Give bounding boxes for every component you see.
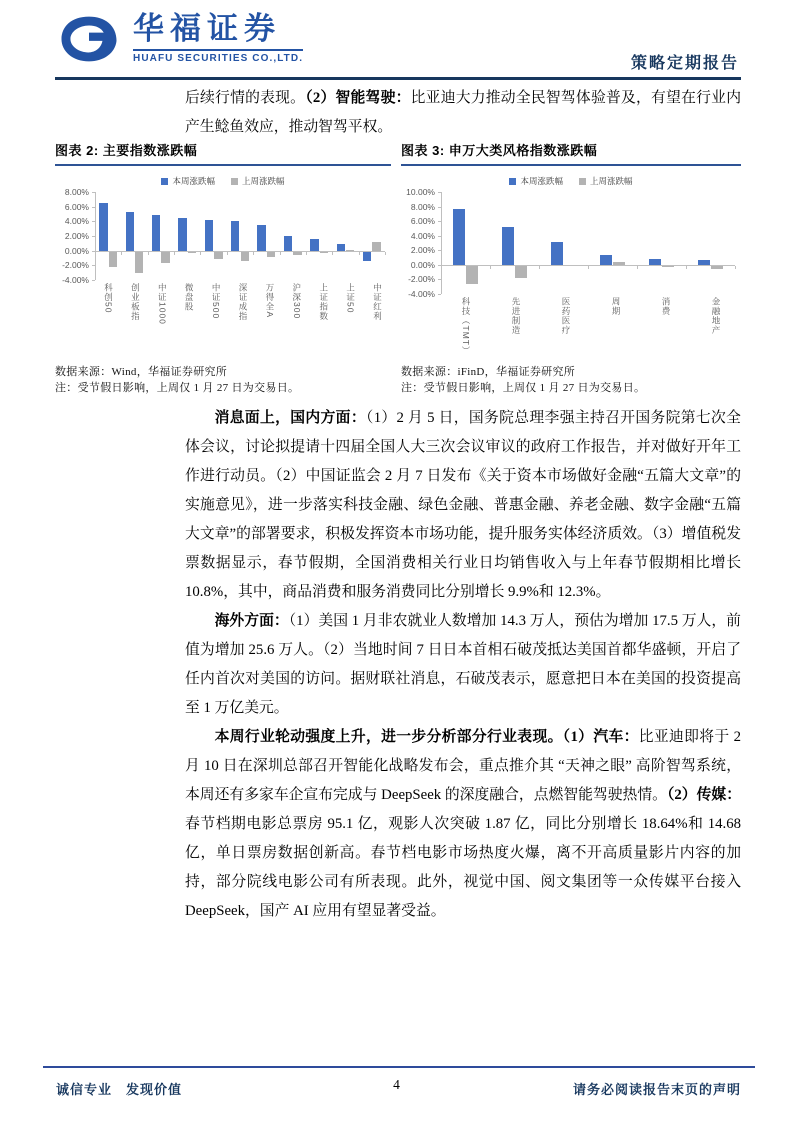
y-axis-label: 0.00% xyxy=(64,246,89,256)
bar xyxy=(698,260,710,265)
y-axis-label: 6.00% xyxy=(64,202,89,212)
legend-item xyxy=(579,175,633,187)
footer-slogan: 诚信专业 发现价值 xyxy=(56,1082,183,1097)
y-axis-line xyxy=(441,192,442,294)
x-category-cell xyxy=(230,283,257,325)
x-category-cell xyxy=(203,283,230,325)
x-axis-labels xyxy=(95,283,391,325)
x-axis-tick xyxy=(200,252,201,255)
bar xyxy=(178,218,186,251)
y-axis-label: -4.00% xyxy=(62,275,89,285)
bar xyxy=(152,215,160,251)
figure-2-note: 注：受节假日影响，上周仅 1 月 27 日为交易日。 xyxy=(55,381,300,394)
x-axis-tick xyxy=(490,266,491,269)
x-axis-tick xyxy=(637,266,638,269)
y-axis-tick xyxy=(92,280,95,281)
x-category-label: 深证成指 xyxy=(237,283,248,321)
bar xyxy=(257,225,265,251)
x-category-cell xyxy=(122,283,149,325)
figure-2-title: 图表 2: 主要指数涨跌幅 xyxy=(55,140,391,166)
footer-disclaimer: 请务必阅读报告末页的声明 xyxy=(572,1082,741,1097)
bar xyxy=(267,252,275,257)
text-run: 后续行情的表现。 xyxy=(185,90,306,106)
bar xyxy=(99,203,107,251)
bar xyxy=(231,221,239,251)
x-axis-tick xyxy=(280,252,281,255)
x-category-label: 周期 xyxy=(611,297,621,316)
x-category-label: 先进制造 xyxy=(511,297,521,335)
bar xyxy=(346,250,354,251)
bar xyxy=(711,266,723,269)
y-axis-label: 8.00% xyxy=(64,187,89,197)
figure-3 xyxy=(401,140,741,396)
bar xyxy=(515,266,527,278)
bar xyxy=(241,252,249,261)
x-category-label: 科创50 xyxy=(103,283,114,314)
bar xyxy=(135,252,143,273)
bar xyxy=(284,236,292,251)
chart-plot xyxy=(55,187,391,285)
logo-en-text: HUAFU SECURITIES CO.,LTD. xyxy=(133,49,303,64)
logo-text-block xyxy=(133,13,303,64)
x-axis-tick xyxy=(148,252,149,255)
text-run: 比亚迪即将于 2 月 10 日在深圳总部召开智能化战略发布会，重点推介其 “天神之眼” 高阶智驾系统，本周还有多家车企宣布完成与 DeepSeek 的深度融合，点燃智能驾驶热情。 xyxy=(185,729,741,803)
footer-page-number: 4 xyxy=(393,1077,400,1092)
legend-swatch xyxy=(509,178,516,185)
x-axis-tick xyxy=(332,252,333,255)
bar xyxy=(502,227,514,265)
x-axis-tick xyxy=(174,252,175,255)
text-run: （2）智能驾驶： xyxy=(305,90,411,106)
x-category-label: 万得全A xyxy=(264,283,275,319)
y-axis-label: 10.00% xyxy=(406,187,435,197)
y-axis-label: 2.00% xyxy=(64,231,89,241)
chart-legend xyxy=(401,174,741,188)
bar xyxy=(600,255,612,265)
legend-label: 上周涨跌幅 xyxy=(242,176,285,186)
body-paragraph-intro xyxy=(185,84,741,142)
bar xyxy=(363,252,371,261)
x-category-label: 中证红利 xyxy=(372,283,383,321)
x-axis-tick xyxy=(121,252,122,255)
body-paragraph-industry xyxy=(185,723,741,926)
text-run: 比亚迪大力推动全民智驾体验普及，有望在行业内产生鲶鱼效应，推动智驾平权。 xyxy=(185,90,741,135)
bar xyxy=(453,209,465,265)
bar xyxy=(551,242,563,265)
text-run: 消息面上，国内方面： xyxy=(214,410,366,426)
x-category-cell xyxy=(541,297,591,355)
y-axis-tick xyxy=(438,294,441,295)
y-axis-line xyxy=(95,192,96,280)
chart-sw-style-indices xyxy=(401,166,741,361)
y-axis-label: 2.00% xyxy=(410,245,435,255)
x-category-label: 沪深300 xyxy=(291,283,302,320)
figure-2-notes xyxy=(55,365,391,396)
x-category-cell xyxy=(310,283,337,325)
legend-label: 本周涨跌幅 xyxy=(172,176,215,186)
bar xyxy=(293,252,301,255)
legend-label: 上周涨跌幅 xyxy=(590,176,633,186)
x-axis-tick xyxy=(588,266,589,269)
x-category-cell xyxy=(491,297,541,355)
text-run: 本周行业轮动强度上升，进一步分析部分行业表现。（1）汽车： xyxy=(214,729,639,745)
x-axis-tick xyxy=(735,266,736,269)
legend-swatch xyxy=(161,178,168,185)
x-category-cell xyxy=(176,283,203,325)
x-axis-tick xyxy=(441,266,442,269)
bar xyxy=(205,220,213,251)
y-axis-label: -2.00% xyxy=(62,260,89,270)
text-run: 海外方面： xyxy=(214,613,289,629)
y-axis-label: 6.00% xyxy=(410,216,435,226)
legend-swatch xyxy=(231,178,238,185)
x-category-label: 科技（TMT） xyxy=(461,297,471,356)
bar xyxy=(613,262,625,265)
x-category-cell xyxy=(641,297,691,355)
x-axis-tick xyxy=(95,252,96,255)
text-run: 春节档期电影总票房 95.1 亿，观影人次突破 1.87 亿，同比分别增长 18.64%和 14.68 亿，单日票房数据创新高。春节档电影市场热度火爆，离不开高质量影片内容的加持，部分院线电影公司有所表现。此外，视觉中国、阅文集团等一众传媒平台接入 DeepSeek，国产 AI 应用有望显著受益。 xyxy=(185,816,741,919)
x-category-label: 微盘股 xyxy=(184,283,195,312)
bar xyxy=(662,266,674,267)
bar xyxy=(214,252,222,259)
legend-item xyxy=(509,175,563,187)
bar xyxy=(649,259,661,265)
x-category-cell xyxy=(256,283,283,325)
x-category-label: 金融地产 xyxy=(711,297,721,335)
y-axis-label: 0.00% xyxy=(410,260,435,270)
chart-plot xyxy=(401,187,741,299)
x-category-cell xyxy=(149,283,176,325)
x-axis-tick xyxy=(359,252,360,255)
bar xyxy=(310,239,318,251)
report-type-label: 策略定期报告 xyxy=(630,55,739,72)
x-category-label: 消费 xyxy=(661,297,671,316)
x-axis-tick xyxy=(253,252,254,255)
x-axis-tick xyxy=(227,252,228,255)
legend-swatch xyxy=(579,178,586,185)
x-category-label: 中证500 xyxy=(211,283,222,320)
x-category-cell xyxy=(691,297,741,355)
x-axis-tick xyxy=(385,252,386,255)
x-category-cell xyxy=(283,283,310,325)
y-axis-label: -4.00% xyxy=(408,289,435,299)
figure-3-source: 数据来源：iFinD，华福证券研究所 xyxy=(401,366,576,378)
huafu-swirl-icon xyxy=(57,13,121,65)
bar xyxy=(372,242,380,251)
y-axis-label: 4.00% xyxy=(64,216,89,226)
body-paragraph-domestic xyxy=(185,404,741,607)
bar xyxy=(337,244,345,251)
x-category-label: 医药医疗 xyxy=(561,297,571,335)
bar xyxy=(109,252,117,267)
text-run: （1）美国 1 月非农就业人数增加 14.3 万人，预估为增加 17.5 万人，前值为增加 25.6 万人。（2）当地时间 7 日日本首相石破茂抵达美国首都华盛顿，开启了任内首次对美国的访问。据财联社消息，石破茂表示，愿意把日本在美国的投资提高至 1 万亿美元。 xyxy=(185,613,741,716)
header-rule xyxy=(55,77,741,80)
figure-3-note: 注：受节假日影响，上周仅 1 月 27 日为交易日。 xyxy=(401,381,646,394)
x-axis-tick xyxy=(306,252,307,255)
x-category-cell xyxy=(95,283,122,325)
bar xyxy=(188,252,196,253)
x-category-cell xyxy=(337,283,364,325)
footer-rule xyxy=(43,1066,755,1068)
x-axis-tick xyxy=(539,266,540,269)
figure-2 xyxy=(55,140,391,396)
x-category-label: 创业板指 xyxy=(130,283,141,321)
bar xyxy=(126,212,134,251)
logo-cn-text: 华福证券 xyxy=(133,11,281,46)
bar xyxy=(320,252,328,253)
text-run: （1）2 月 5 日，国务院总理李强主持召开国务院第七次全体会议，讨论拟提请十四届全国人大三次会议审议的政府工作报告，并对做好开年工作进行动员。（2）中国证监会 2 月 7 日发布《关于资本市场做好金融“五篇大文章”的实施意见》，进一步落实科技金融、绿色金融、普惠金融、养老金融、数字金融“五篇大文章”的部署要求，积极发挥资本市场功能，提升服务实体经济质效。（3）增值税发票数据显示，春节假期，全国消费相关行业日均销售收入与上年春节假期相比增长 10.8%，其中，商品消费和服务消费同比分别增长 9.9%和 12.3%。 xyxy=(185,410,741,600)
x-category-label: 上证50 xyxy=(345,283,356,314)
x-category-cell xyxy=(364,283,391,325)
y-axis-label: 4.00% xyxy=(410,231,435,241)
y-axis-label: 8.00% xyxy=(410,202,435,212)
chart-main-indices xyxy=(55,166,391,361)
figure-3-title: 图表 3: 申万大类风格指数涨跌幅 xyxy=(401,140,741,166)
chart-legend xyxy=(55,174,391,188)
x-category-cell xyxy=(441,297,491,355)
x-axis-tick xyxy=(686,266,687,269)
legend-label: 本周涨跌幅 xyxy=(520,176,563,186)
legend-item xyxy=(161,175,215,187)
legend-item xyxy=(231,175,285,187)
body-paragraph-overseas xyxy=(185,607,741,723)
figure-2-source: 数据来源：Wind，华福证券研究所 xyxy=(55,366,228,378)
x-category-label: 中证1000 xyxy=(157,283,168,325)
text-run: （2）传媒： xyxy=(666,787,741,803)
y-axis-label: -2.00% xyxy=(408,274,435,284)
bar xyxy=(161,252,169,263)
x-axis-labels xyxy=(441,297,741,355)
x-category-cell xyxy=(591,297,641,355)
huafu-logo xyxy=(57,13,303,65)
bar xyxy=(466,266,478,284)
figure-3-notes xyxy=(401,365,741,396)
x-category-label: 上证指数 xyxy=(318,283,329,321)
